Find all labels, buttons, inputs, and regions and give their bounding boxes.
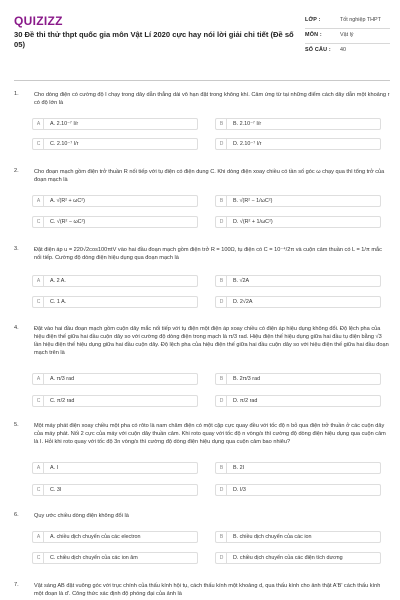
meta-value: Tốt nghiệp THPT — [340, 17, 381, 23]
option-text: A. 2 A. — [50, 278, 66, 284]
option-b[interactable] — [215, 373, 381, 385]
option-letter: A — [34, 276, 44, 286]
option-letter: C — [34, 217, 44, 227]
option-text: D. 2√2A — [233, 299, 253, 305]
option-text: C. π/2 rad — [50, 398, 75, 404]
question-number: 2. — [14, 168, 19, 174]
option-text: B. 2π/3 rad — [233, 376, 261, 382]
option-text: A. π/3 rad — [50, 376, 75, 382]
meta-label: LỚP : — [305, 17, 321, 23]
question-number: 7. — [14, 582, 19, 588]
question-number: 4. — [14, 325, 19, 331]
option-a[interactable] — [32, 275, 198, 287]
option-c[interactable] — [32, 552, 198, 564]
question-text: Đặt vào hai đầu đoạn mạch gồm cuộn dây mắc nối tiếp với tụ điện một điện áp xoay chiều có điện áp hiệu dụng không đổi. Độ lệch pha của hiệu điện thế giữa hai đầu cuộn dây so với cường độ dòng điện trong mạch là π/3 rad. Hiệu điện thế hiệu dụng giữa hai đầu tụ điện bằng √3 lần hiệu điện thế hiệu dụng giữa hai đầu cuộn dây. Độ lệch pha của hiệu điện thế giữa hai đầu cuộn dây so với hiệu điện thế giữa hai đầu đoạn mạch trên là — [34, 326, 389, 356]
option-letter: D — [217, 297, 227, 307]
question-text: Cho đoạn mạch gồm điện trở thuần R nối tiếp với tụ điện có điện dung C. Khi dòng điện xoay chiều có tần số góc ω chạy qua thì tổng trở của đoạn mạch là — [34, 169, 385, 183]
option-text: D. I/3 — [233, 487, 246, 493]
option-letter: B — [217, 532, 227, 542]
meta-value: 40 — [340, 47, 346, 53]
option-letter: D — [217, 139, 227, 149]
option-a[interactable] — [32, 462, 198, 474]
option-b[interactable] — [215, 462, 381, 474]
option-b[interactable] — [215, 195, 381, 207]
question-text: Một máy phát điện xoay chiều một pha có rôto là nam châm điện có một cặp cực quay đều với tốc độ n bỏ qua điện trở thuần ở các cuộn dây của máy phát. Nối 2 cực của máy với cuộn dây thuần cảm. Khi roto quay với tốc độ n vòng/s thì cường độ dòng điện hiệu dụng qua cuộn cảm là I. Hỏi khi roto quay với tốc độ 3n vòng/s thì cường độ dòng điện hiệu dụng qua cuộn cảm bao nhiêu? — [34, 423, 386, 445]
option-a[interactable] — [32, 195, 198, 207]
option-b[interactable] — [215, 118, 381, 130]
option-d[interactable] — [215, 484, 381, 496]
question-number: 1. — [14, 91, 19, 97]
option-text: D. √(R² + 1/ωC²) — [233, 219, 273, 225]
worksheet-header — [0, 0, 400, 72]
option-letter: A — [34, 463, 44, 473]
question-text: Vật sáng AB đặt vuông góc với trục chính của thấu kính hội tụ, cách thấu kính một khoảng d, qua thấu kính cho ảnh thật A'B' cách thấu kính một đoạn là d'. Công thức xác định độ phóng đại của ảnh là — [34, 583, 381, 597]
option-c[interactable] — [32, 296, 198, 308]
option-letter: A — [34, 532, 44, 542]
question-text: Cho dòng điện có cường độ I chạy trong dây dẫn thẳng dài vô hạn đặt trong không khí. Cảm ứng từ tại những điểm cách dây dẫn một khoảng r có độ lớn là — [34, 92, 390, 106]
meta-value: Vật lý — [340, 32, 354, 38]
worksheet-meta — [305, 14, 390, 58]
quizizz-logo: QUIZIZZ — [14, 14, 63, 28]
option-letter: D — [217, 553, 227, 563]
question-number: 5. — [14, 422, 19, 428]
option-text: B. chiều dịch chuyển của các ion — [233, 534, 312, 540]
option-text: C. √(R² − ωC²) — [50, 219, 86, 225]
option-text: A. √(R² + ωC²) — [50, 198, 85, 204]
option-text: B. 2.10⁻⁷ I/r — [233, 121, 262, 127]
option-letter: B — [217, 196, 227, 206]
meta-label: SỐ CÂU : — [305, 47, 331, 53]
option-d[interactable] — [215, 138, 381, 150]
option-letter: D — [217, 217, 227, 227]
option-text: C. chiều dịch chuyển của các ion âm — [50, 555, 138, 561]
option-a[interactable] — [32, 118, 198, 130]
header-divider — [14, 80, 390, 81]
option-text: D. π/2 rad — [233, 398, 258, 404]
question-number: 6. — [14, 512, 19, 518]
option-letter: A — [34, 119, 44, 129]
option-a[interactable] — [32, 373, 198, 385]
question-number: 3. — [14, 246, 19, 252]
option-c[interactable] — [32, 395, 198, 407]
option-c[interactable] — [32, 484, 198, 496]
option-letter: B — [217, 463, 227, 473]
option-text: B. √2A — [233, 278, 250, 284]
meta-row-class — [305, 14, 390, 29]
option-text: D. 2.10⁻⁷ I/r — [233, 141, 262, 147]
option-text: A. 2.10⁻⁷ I/r — [50, 121, 79, 127]
option-d[interactable] — [215, 395, 381, 407]
option-letter: C — [34, 297, 44, 307]
option-b[interactable] — [215, 275, 381, 287]
option-a[interactable] — [32, 531, 198, 543]
option-letter: D — [217, 485, 227, 495]
option-letter: C — [34, 396, 44, 406]
option-text: C. 2.10⁻⁷ I/r — [50, 141, 79, 147]
meta-label: MÔN : — [305, 32, 322, 38]
option-text: A. chiều dịch chuyển của các electron — [50, 534, 141, 540]
option-d[interactable] — [215, 216, 381, 228]
option-letter: D — [217, 396, 227, 406]
question-text: Đặt điện áp u = 220√2cos100πtV vào hai đầu đoạn mạch gồm điện trở R = 100Ω, tụ điện có C = 10⁻⁴/2π và cuộn cảm thuần có L = 1/π mắc nối tiếp. Cường độ dòng điện hiệu dụng qua đoạn mạch là — [34, 247, 382, 261]
option-letter: B — [217, 374, 227, 384]
option-letter: A — [34, 374, 44, 384]
option-d[interactable] — [215, 296, 381, 308]
option-letter: C — [34, 485, 44, 495]
worksheet-title: 30 Đề thi thử thpt quốc gia môn Vật Lí 2020 cực hay nói lời giải chi tiết (Đề số 05) — [14, 30, 294, 49]
option-text: D. chiều dịch chuyển của các điện tích dương — [233, 555, 343, 561]
option-c[interactable] — [32, 216, 198, 228]
option-letter: A — [34, 196, 44, 206]
option-d[interactable] — [215, 552, 381, 564]
option-b[interactable] — [215, 531, 381, 543]
meta-row-subject — [305, 29, 390, 44]
option-text: C. 3I — [50, 487, 62, 493]
question-text: Quy ước chiều dòng điện không đổi là — [34, 513, 129, 519]
option-letter: B — [217, 276, 227, 286]
option-c[interactable] — [32, 138, 198, 150]
option-letter: C — [34, 139, 44, 149]
option-text: C. 1 A. — [50, 299, 67, 305]
option-letter: B — [217, 119, 227, 129]
option-text: A. I — [50, 465, 59, 471]
meta-row-count — [305, 44, 390, 58]
option-letter: C — [34, 553, 44, 563]
option-text: B. 2I — [233, 465, 245, 471]
option-text: B. √(R² − 1/ωC²) — [233, 198, 273, 204]
